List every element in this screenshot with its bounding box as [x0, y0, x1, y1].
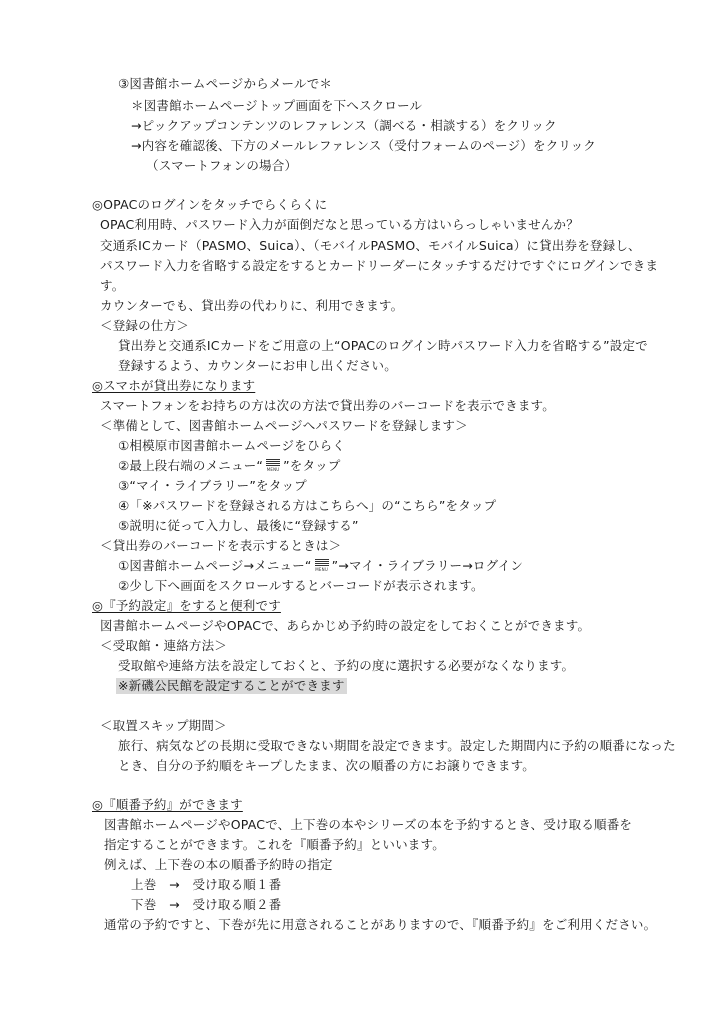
- smartphone-heading: ◎スマホが貸出券になります: [92, 378, 256, 393]
- email-step-3: ③図書館ホームページからメールで＊: [118, 76, 333, 91]
- smartphone-barcode-step-1: [118, 558, 523, 574]
- order-upper-volume: 上巻 → 受け取る順１番: [131, 877, 282, 892]
- opac-register-line-1: 貸出券と交通系ICカードをご用意の上“OPACのログイン時パスワード入力を省略する”設定で: [118, 338, 648, 353]
- order-line-1: 図書館ホームページやOPACで、上下巻の本やシリーズの本を予約するとき、受け取る順番を: [104, 817, 633, 832]
- email-step-form: →内容を確認後、下方のメールレファレンス（受付フォームのページ）をクリック: [131, 138, 597, 153]
- order-heading: ◎『順番予約』ができます: [92, 797, 243, 812]
- order-lower-volume: 下巻 → 受け取る順２番: [131, 897, 282, 912]
- smartphone-prep-heading: ＜準備として、図書館ホームページへパスワードを登録します＞: [100, 418, 468, 433]
- smartphone-step-3: ③“マイ・ライブラリー”をタップ: [118, 478, 307, 493]
- smartphone-barcode-heading: ＜貸出券のバーコードを表示するときは＞: [100, 538, 342, 553]
- order-line-6: 通常の予約ですと、下巻が先に用意されることがありますので、『順番予約』をご利用ください。: [104, 917, 657, 932]
- reserve-skip-line-2: とき、自分の予約順をキープしたまま、次の順番の方にお譲りできます。: [118, 758, 535, 773]
- reserve-heading: ◎『予約設定』をすると便利です: [92, 598, 281, 613]
- opac-register-heading: ＜登録の仕方＞: [100, 318, 189, 333]
- email-step-pickup: →ピックアップコンテンツのレファレンス（調べる・相談する）をクリック: [131, 118, 557, 133]
- menu-icon-label: MENU: [266, 467, 280, 472]
- menu-icon-label: MENU: [315, 567, 328, 572]
- reserve-pickup-note: ※新磯公民館を設定することができます: [118, 678, 345, 693]
- smartphone-step-5: ⑤説明に従って入力し、最後に“登録する”: [118, 518, 359, 533]
- menu-icon: [313, 558, 331, 572]
- reserve-pickup-line: 受取館や連絡方法を設定しておくと、予約の度に選択する必要がなくなります。: [118, 658, 575, 673]
- reserve-line-1: 図書館ホームページやOPACで、あらかじめ予約時の設定をしておくことができます。: [100, 618, 591, 633]
- opac-line-5: カウンターでも、貸出券の代わりに、利用できます。: [100, 298, 404, 313]
- order-line-3: 例えば、上下巻の本の順番予約時の指定: [104, 857, 333, 872]
- smartphone-step-4: ④「※パスワードを登録される方はこちらへ」の“こちら”をタップ: [118, 498, 497, 513]
- menu-icon: [264, 458, 282, 472]
- smartphone-barcode-step-1-pre: ①図書館ホームページ→メニュー“: [118, 558, 312, 573]
- opac-line-2: 交通系ICカード（PASMO、Suica）、（モバイルPASMO、モバイルSuica）に貸出券を登録し、: [100, 238, 641, 253]
- opac-heading: ◎OPACのログインをタッチでらくらくに: [92, 197, 328, 212]
- smartphone-barcode-step-2: ②少し下へ画面をスクロールするとバーコードが表示されます。: [118, 578, 484, 593]
- smartphone-step-2-pre: ②最上段右端のメニュー“: [118, 458, 264, 473]
- order-line-2: 指定することができます。これを『順番予約』といいます。: [104, 837, 445, 852]
- smartphone-step-2: [118, 458, 341, 474]
- opac-line-3: パスワード入力を省略する設定をするとカードリーダーにタッチするだけですぐにログインできま: [100, 258, 659, 273]
- opac-line-4: す。: [100, 278, 125, 293]
- reserve-pickup-heading: ＜受取館・連絡方法＞: [100, 638, 228, 653]
- reserve-skip-heading: ＜取置スキップ期間＞: [100, 718, 227, 733]
- smartphone-step-2-post: ”をタップ: [283, 458, 341, 473]
- smartphone-line-1: スマートフォンをお持ちの方は次の方法で貸出券のバーコードを表示できます。: [100, 398, 555, 413]
- opac-line-1: OPAC利用時、パスワード入力が面倒だなと思っている方はいらっしゃいませんか？: [100, 217, 579, 232]
- reserve-skip-line-1: 旅行、病気などの長期に受取できない期間を設定できます。設定した期間内に予約の順番になった: [118, 738, 676, 753]
- smartphone-step-1: ①相模原市図書館ホームページをひらく: [118, 438, 346, 453]
- opac-register-line-2: 登録するよう、カウンターにお申し出ください。: [118, 358, 397, 373]
- smartphone-barcode-step-1-post: ”→マイ・ライブラリー→ログイン: [331, 558, 524, 573]
- email-note: ＊図書館ホームページトップ画面を下へスクロール: [131, 98, 423, 113]
- email-smartphone-note: （スマートフォンの場合）: [146, 158, 298, 173]
